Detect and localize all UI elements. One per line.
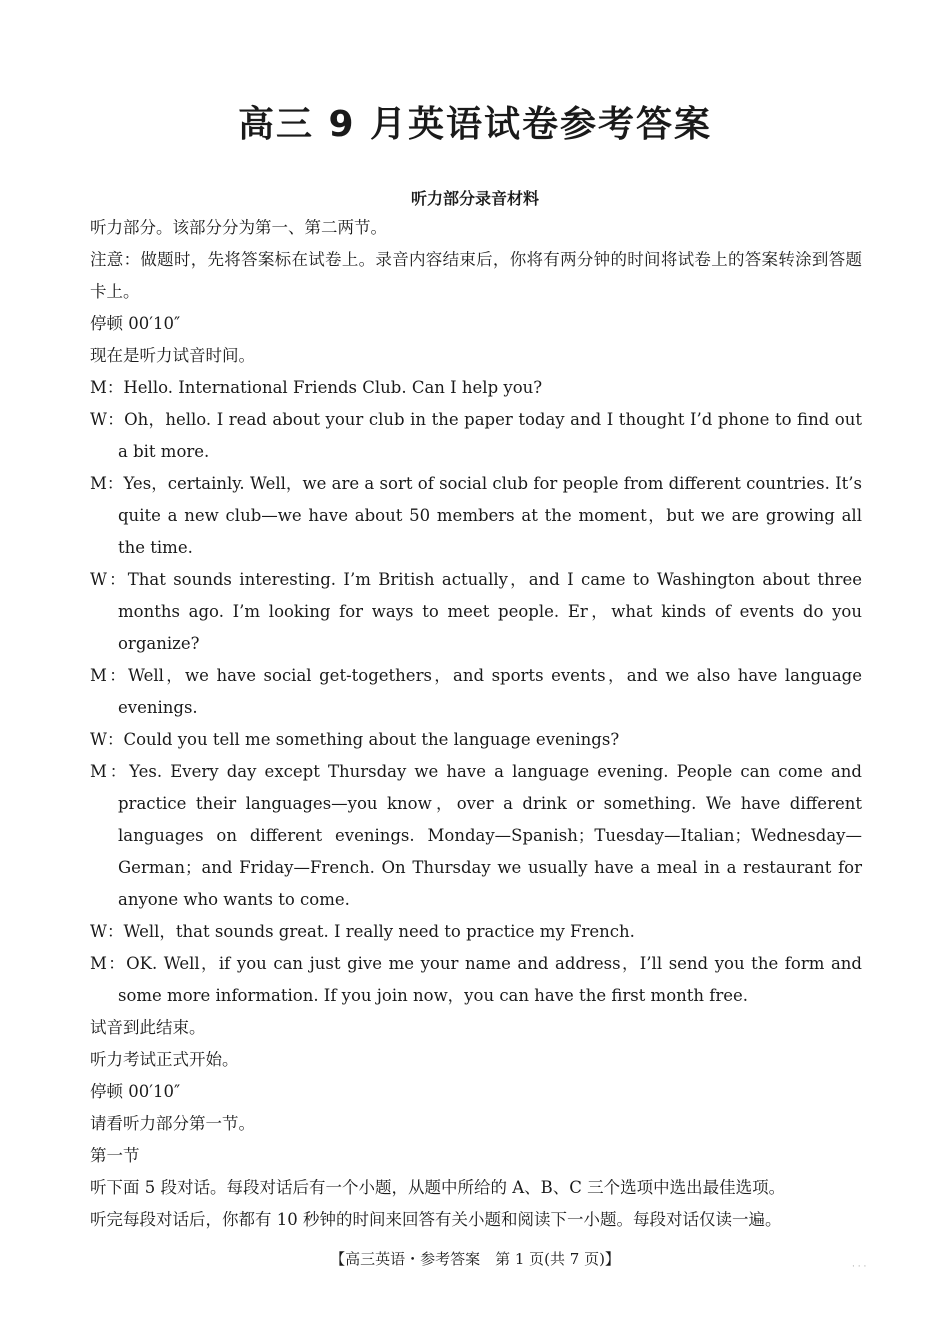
text-line: 听下面 5 段对话。每段对话后有一个小题，从题中所给的 A、B、C 三个选项中选出最佳选项。 xyxy=(90,1178,786,1197)
dialogue-line: W：Well，that sounds great. I really need to practice my French. xyxy=(90,922,635,941)
page-footer: 【高三英语・参考答案 第 1 页(共 7 页)】 xyxy=(330,1250,620,1268)
transcript-body xyxy=(90,212,862,1236)
dialogue-line: M：Yes. Every day except Thursday we have a language evening. People can come and practice their languages—you know，over a drink or something. We have different languages on different evenings. Monday—Spanish；Tuesday—Italian；Wednesday—German；and Friday—French. On Thursday we usually have a meal in a restaurant for anyone who wants to come. xyxy=(90,762,862,909)
dialogue-line: W：That sounds interesting. I’m British actually，and I came to Washington about three months ago. I’m looking for ways to meet people. Er，what kinds of events do you organize? xyxy=(90,570,862,653)
text-line: 试音到此结束。 xyxy=(90,1018,206,1037)
dialogue-line: W：Could you tell me something about the language evenings? xyxy=(90,730,620,749)
text-line: 现在是听力试音时间。 xyxy=(90,346,255,365)
page-title: 高三 9 月英语试卷参考答案 xyxy=(237,104,713,145)
dialogue-line: M：Hello. International Friends Club. Can I help you? xyxy=(90,378,543,397)
text-line: 第一节 xyxy=(90,1146,140,1165)
section-subtitle: 听力部分录音材料 xyxy=(410,189,539,208)
text-line: 停顿 00′10″ xyxy=(90,1082,181,1101)
text-line: 停顿 00′10″ xyxy=(90,314,181,333)
text-line: 听力部分。该部分分为第一、第二两节。 xyxy=(90,218,387,237)
text-line: 注意：做题时，先将答案标在试卷上。录音内容结束后，你将有两分钟的时间将试卷上的答案转涂到答题卡上。 xyxy=(90,250,862,301)
dialogue-line: M：Yes，certainly. Well，we are a sort of social club for people from different countries. It’s quite a new club—we have about 50 members at the moment，but we are growing all the time. xyxy=(90,474,862,557)
dialogue-line: W：Oh，hello. I read about your club in the paper today and I thought I’d phone to find out a bit more. xyxy=(90,410,862,461)
text-line: 听完每段对话后，你都有 10 秒钟的时间来回答有关小题和阅读下一小题。每段对话仅读一遍。 xyxy=(90,1210,782,1229)
text-line: 听力考试正式开始。 xyxy=(90,1050,239,1069)
corner-mark: · · · xyxy=(852,1262,867,1272)
text-line: 请看听力部分第一节。 xyxy=(90,1114,255,1133)
dialogue-line: M：OK. Well，if you can just give me your name and address，I’ll send you the form and some more information. If you join now，you can have the first month free. xyxy=(90,954,862,1005)
dialogue-line: M：Well，we have social get-togethers，and sports events，and we also have language evenings. xyxy=(90,666,862,717)
